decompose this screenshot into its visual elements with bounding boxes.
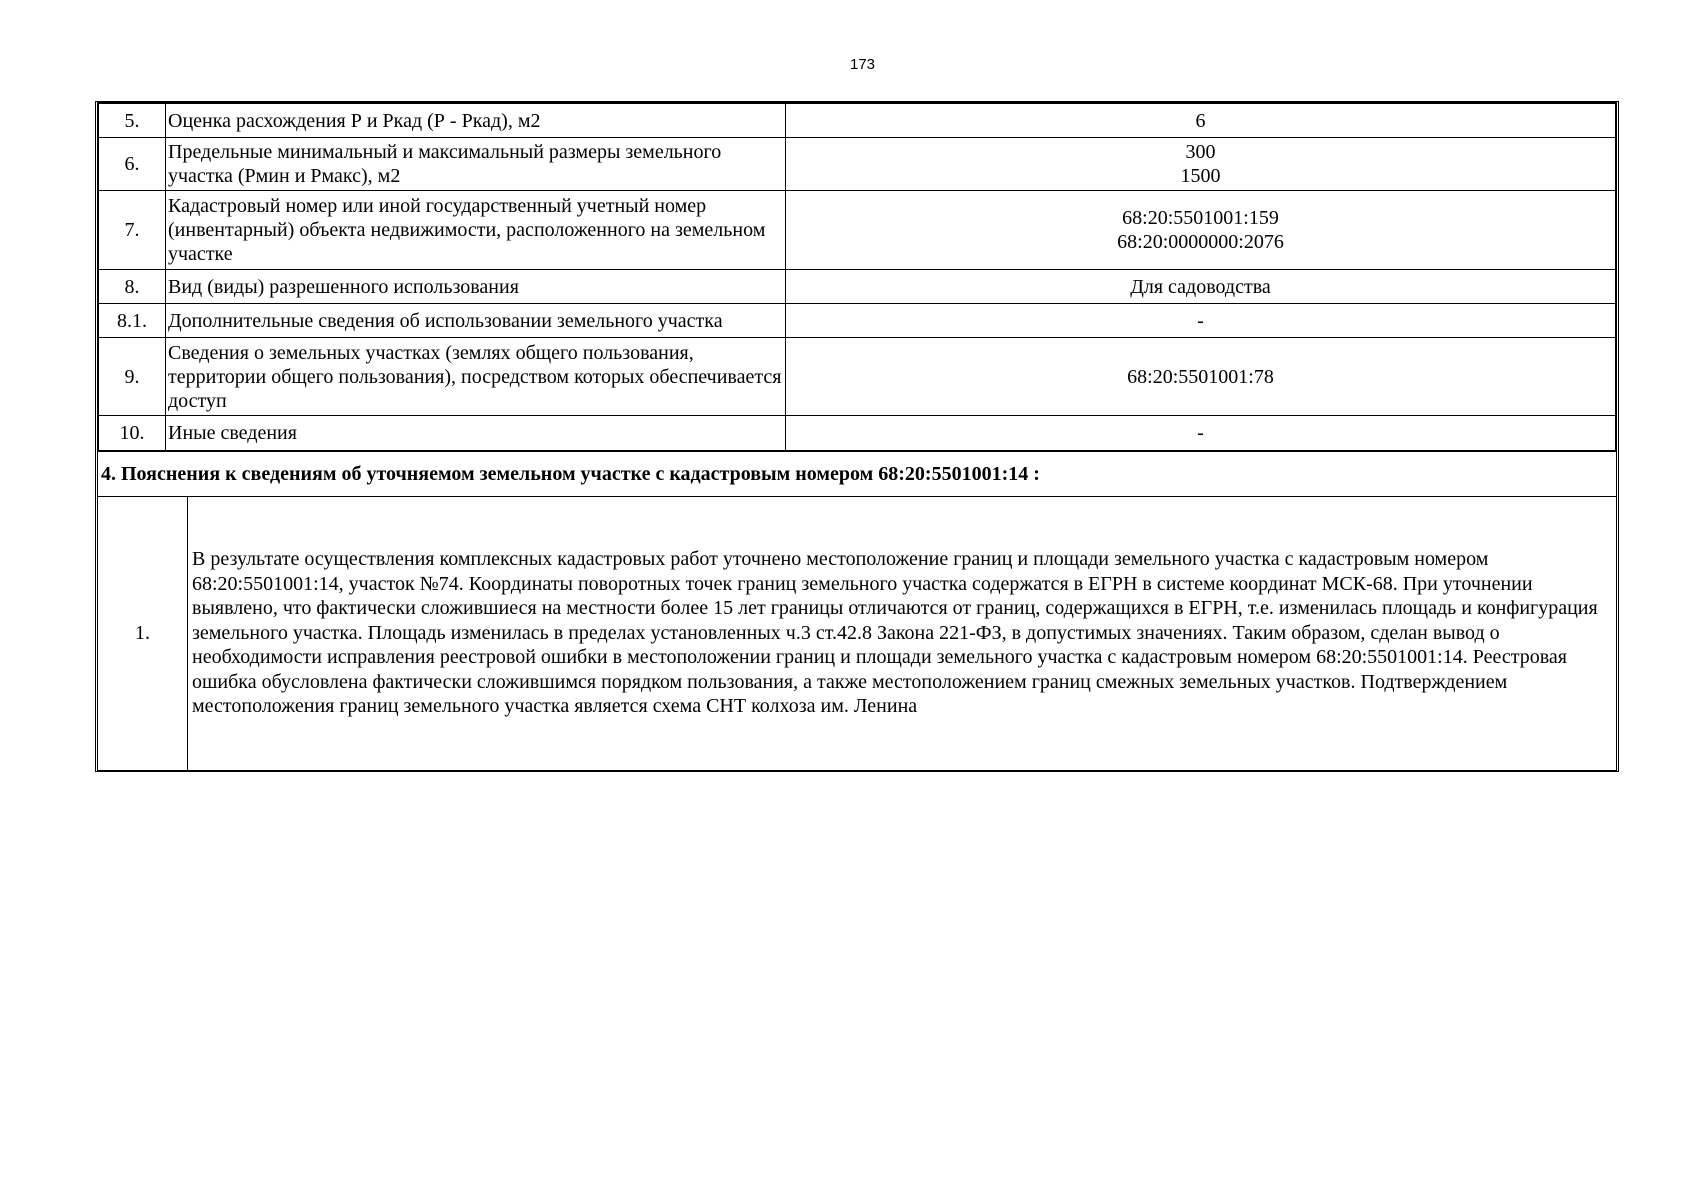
row-number: 10.	[99, 416, 166, 451]
row-value-line: 1500	[1180, 165, 1221, 187]
section-4-title: 4. Пояснения к сведениям об уточняемом земельном участке с кадастровым номером 68:20:5501001:14 :	[98, 451, 1616, 497]
row-value-line: 6	[1195, 109, 1206, 132]
land-plot-info-table	[98, 103, 1616, 451]
table-row	[99, 104, 1616, 138]
row-label: Оценка расхождения Р и Ркад (Р - Ркад), м2	[166, 104, 786, 138]
table-row	[99, 270, 1616, 304]
row-value	[786, 270, 1616, 304]
row-number: 5.	[99, 104, 166, 138]
row-value	[786, 191, 1616, 270]
row-number: 7.	[99, 191, 166, 270]
table-row	[99, 304, 1616, 338]
explanation-row	[98, 497, 1616, 770]
table-row	[99, 416, 1616, 451]
row-value	[786, 304, 1616, 338]
row-value-line: -	[1197, 309, 1204, 332]
row-value	[786, 104, 1616, 138]
row-number: 8.1.	[99, 304, 166, 338]
table-row	[99, 338, 1616, 416]
table-row	[99, 138, 1616, 191]
row-number: 8.	[99, 270, 166, 304]
row-value-line: Для садоводства	[1130, 275, 1271, 298]
table-row	[99, 191, 1616, 270]
row-value-line: 68:20:5501001:78	[1127, 365, 1274, 388]
document-table-frame	[95, 101, 1619, 772]
row-label: Предельные минимальный и максимальный размеры земельного участка (Рмин и Рмакс), м2	[166, 138, 786, 191]
row-number: 6.	[99, 138, 166, 191]
row-value-line: -	[1197, 422, 1204, 444]
row-value	[786, 416, 1616, 451]
explanation-text: В результате осуществления комплексных кадастровых работ уточнено местоположение границ и площади земельного участка с кадастровым номером 68:20:5501001:14, участок №74. Координаты поворотных точек границ земельного участка содержатся в ЕГРН в системе координат МСК-68. При уточнении выявлено, что фактически сложившиеся на местности более 15 лет границы отличаются от границ, содержащихся в ЕГРН, т.е. изменилась площадь и конфигурация земельного участка. Площадь изменилась в пределах установленных ч.3 ст.42.8 Закона 221-ФЗ, в допустимых значениях. Таким образом, сделан вывод о необходимости исправления реестровой ошибки в местоположении границ и площади земельного участка с кадастровым номером 68:20:5501001:14. Реестровая ошибка обусловлена фактически сложившимся порядком пользования, а также местоположением границ смежных земельных участков. Подтверждением местоположения границ земельного участка является схема СНТ колхоза им. Ленина	[192, 548, 1598, 717]
explanation-number: 1.	[98, 497, 188, 770]
row-label: Вид (виды) разрешенного использования	[166, 270, 786, 304]
row-label: Иные сведения	[166, 416, 786, 451]
row-number: 9.	[99, 338, 166, 416]
row-label: Сведения о земельных участках (землях общего пользования, территории общего пользования), посредством которых обеспечивается доступ	[166, 338, 786, 416]
row-value-line: 300	[1185, 141, 1216, 163]
row-label: Кадастровый номер или иной государственный учетный номер (инвентарный) объекта недвижимости, расположенного на земельном участке	[166, 191, 786, 270]
row-value	[786, 338, 1616, 416]
page-number: 173	[849, 56, 876, 73]
row-value-line: 68:20:5501001:159	[1122, 207, 1279, 229]
row-label: Дополнительные сведения об использовании земельного участка	[166, 304, 786, 338]
row-value-line: 68:20:0000000:2076	[1117, 231, 1284, 253]
row-value	[786, 138, 1616, 191]
